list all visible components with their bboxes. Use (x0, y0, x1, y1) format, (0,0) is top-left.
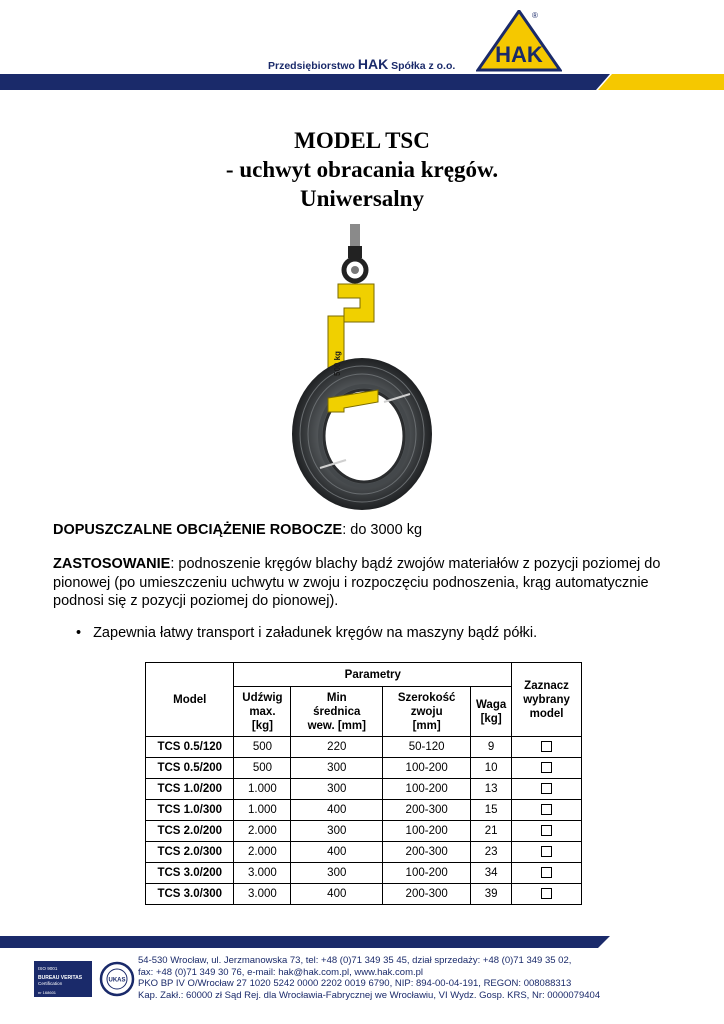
cell-min-diameter: 400 (291, 842, 383, 863)
cell-capacity: 3.000 (234, 884, 291, 905)
cell-select (512, 884, 582, 905)
capacity-label: 500 kg (333, 351, 342, 376)
footer-line-1: 54-530 Wrocław, ul. Jerzmanowska 73, tel: +48 (0)71 349 35 45, dział sprzedaży: +48 (0)71 349 35 02, (138, 955, 572, 966)
hak-logo (476, 10, 562, 72)
footer-line-4: Kap. Zakł.: 60000 zł Sąd Rej. dla Wrocławia-Fabrycznej we Wrocławiu, VI Wydz. Gosp. KRS, Nr: 0000079404 (138, 989, 601, 1001)
cell-weight: 13 (471, 779, 512, 800)
table-row (146, 863, 582, 884)
select-checkbox[interactable] (541, 825, 552, 836)
cell-min-diameter: 400 (291, 884, 383, 905)
cell-capacity: 1.000 (234, 800, 291, 821)
header-width: Szerokość zwoju [mm] (383, 687, 471, 737)
cell-width: 100-200 (383, 758, 471, 779)
cell-min-diameter: 300 (291, 863, 383, 884)
cell-model: TCS 3.0/200 (146, 863, 234, 884)
header-min-diameter: Min średnica wew. [mm] (291, 687, 383, 737)
header-parameters: Parametry (234, 663, 512, 687)
cell-weight: 9 (471, 737, 512, 758)
page-title (0, 126, 724, 213)
cell-capacity: 500 (234, 737, 291, 758)
header-weight: Waga [kg] (471, 687, 512, 737)
cell-model: TCS 2.0/300 (146, 842, 234, 863)
cell-min-diameter: 300 (291, 758, 383, 779)
cell-model: TCS 1.0/300 (146, 800, 234, 821)
company-brand: HAK (357, 56, 389, 72)
cell-weight: 15 (471, 800, 512, 821)
table-row (146, 842, 582, 863)
header-capacity: Udźwig max. [kg] (234, 687, 291, 737)
select-checkbox[interactable] (541, 783, 552, 794)
footer-line-2: fax: +48 (0)71 349 30 76, e-mail: hak@hak.com.pl, www.hak.com.pl (138, 966, 424, 978)
table-row (146, 779, 582, 800)
logo-text: HAK (495, 42, 543, 67)
select-checkbox[interactable] (541, 867, 552, 878)
load-label: DOPUSZCZALNE OBCIĄŻENIE ROBOCZE (53, 522, 343, 538)
load-info (53, 521, 422, 540)
cell-model: TCS 3.0/300 (146, 884, 234, 905)
bullet-text: Zapewnia łatwy transport i załadunek kręgów na maszyny bądź półki. (93, 625, 538, 641)
cert-seal-text: UKAS (108, 977, 126, 984)
cell-width: 200-300 (383, 842, 471, 863)
table-row (146, 758, 582, 779)
title-line-3: Uniwersalny (300, 186, 424, 211)
cell-min-diameter: 300 (291, 779, 383, 800)
company-prefix: Przedsiębiorstwo (268, 60, 358, 72)
cell-model: TCS 0.5/200 (146, 758, 234, 779)
select-checkbox[interactable] (541, 762, 552, 773)
header-model: Model (146, 663, 234, 737)
cert-line-4: nr 168601 (38, 990, 57, 995)
select-checkbox[interactable] (541, 741, 552, 752)
company-suffix: Spółka z o.o. (388, 60, 456, 72)
footer-stripe (0, 936, 724, 948)
footer-contact (138, 955, 600, 1001)
table-row (146, 884, 582, 905)
cell-min-diameter: 300 (291, 821, 383, 842)
bullet-symbol: • (76, 625, 82, 641)
parameters-table (145, 662, 582, 905)
table-row (146, 737, 582, 758)
cell-weight: 34 (471, 863, 512, 884)
company-name-header (268, 56, 455, 72)
cell-select (512, 758, 582, 779)
cell-weight: 39 (471, 884, 512, 905)
cell-select (512, 800, 582, 821)
cell-capacity: 500 (234, 758, 291, 779)
cell-weight: 21 (471, 821, 512, 842)
cell-capacity: 2.000 (234, 821, 291, 842)
usage-label: ZASTOSOWANIE (53, 556, 171, 572)
select-checkbox[interactable] (541, 846, 552, 857)
cell-select (512, 863, 582, 884)
header-select: Zaznacz wybrany model (512, 663, 582, 737)
cell-width: 100-200 (383, 863, 471, 884)
cell-capacity: 1.000 (234, 779, 291, 800)
usage-text: : podnoszenie kręgów blachy bądź zwojów materiałów z pozycji poziomej do pionowej (po umieszczeniu uchwytu w zwoju i rozpoczęciu podnoszenia, krąg automatycznie podnosi się z pozycji poziomej do pionowej). (53, 556, 661, 609)
cell-width: 100-200 (383, 821, 471, 842)
registered-mark: ® (532, 11, 538, 20)
cell-select (512, 737, 582, 758)
header-stripe (0, 74, 724, 90)
usage-info (53, 555, 683, 611)
cell-capacity: 2.000 (234, 842, 291, 863)
title-line-2: - uchwyt obracania kręgów. (225, 157, 499, 182)
cell-width: 100-200 (383, 779, 471, 800)
certification-badge (34, 961, 140, 997)
feature-bullet (76, 625, 537, 641)
table-row (146, 821, 582, 842)
cell-select (512, 842, 582, 863)
cell-min-diameter: 220 (291, 737, 383, 758)
cell-select (512, 821, 582, 842)
table-row (146, 800, 582, 821)
cell-weight: 23 (471, 842, 512, 863)
footer-line-3: PKO BP IV O/Wrocław 27 1020 5242 0000 2202 0019 6790, NIP: 894-00-04-191, REGON: 008088313 (138, 978, 572, 989)
title-line-1: MODEL TSC (294, 128, 430, 153)
select-checkbox[interactable] (541, 888, 552, 899)
cell-weight: 10 (471, 758, 512, 779)
cert-line-2: BUREAU VERITAS (38, 975, 83, 981)
coil-lifter-image (286, 222, 438, 514)
cell-width: 200-300 (383, 800, 471, 821)
cell-model: TCS 2.0/200 (146, 821, 234, 842)
select-checkbox[interactable] (541, 804, 552, 815)
load-value: : do 3000 kg (342, 522, 423, 538)
cert-line-3: Certification (38, 981, 63, 986)
cell-width: 200-300 (383, 884, 471, 905)
cell-capacity: 3.000 (234, 863, 291, 884)
cert-line-1: ISO 9001 (38, 966, 58, 971)
cell-model: TCS 1.0/200 (146, 779, 234, 800)
cell-select (512, 779, 582, 800)
cell-model: TCS 0.5/120 (146, 737, 234, 758)
cell-width: 50-120 (383, 737, 471, 758)
cell-min-diameter: 400 (291, 800, 383, 821)
